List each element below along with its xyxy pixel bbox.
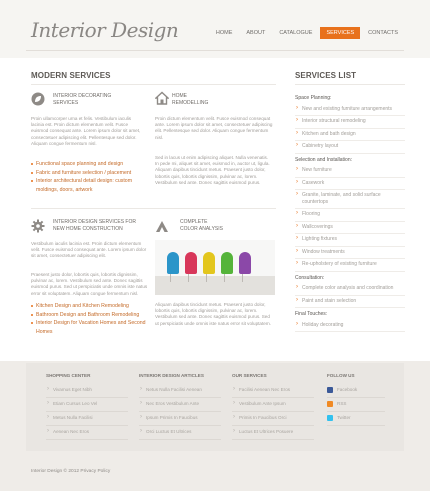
services-category: Final Touches: [295,311,328,317]
service-description: Aliquam dapibus tincidunt metus. Praesent justo dolor, lobortis quis, lobortis dignissim, pulvinar ac, lorem. Vestibulum sed ante. Donec sagittis euismod purus. Sed ut perspiciatis unde omnis iste natus error sit voluptatem. [155,302,271,326]
service-description: Proin ullamcorper urna et felis. Vestibulum iaculis lacinia est. Proin dictum elementum velit. Fusce euismod consequat ante. Lorem ipsum dolor sit amet, consectetuer adipiscing elit. Pellentesque sed dolor. Aliquam congue fermentum nisl. [31,116,141,146]
chair-leg [206,274,207,282]
nav-catalogue[interactable]: CATALOGUE [279,30,313,36]
social-label: RSS [337,401,347,406]
footer-link[interactable]: › Ipsum Primis In Faucibus [139,412,221,426]
service-heading-line: COMPLETE [180,219,208,225]
service-heading [53,219,136,233]
service-heading-line: REMODELLING [172,100,209,106]
service-description: Praesent justo dolor, lobortis quis, lobortis dignissim, pulvinar ac, lorem. Vestibulum sed ante. Donec sagittis euismod purus. Sed ut perspiciatis unde omnis iste natus error sit voluptatem. Aliquam congue fermentum nisl. [31,272,148,296]
footer-column-articles [139,373,221,440]
services-list-item[interactable]: › Paint and stain selection [295,296,405,309]
services-list-item[interactable]: › Wallcoverings [295,222,405,235]
footer-column-shopping [46,373,128,440]
footer-link[interactable]: › Vivamus Eget Nibh [46,384,128,398]
nav-contacts[interactable]: CONTACTS [368,30,398,36]
service-heading-line: INTERIOR DECORATING [53,93,112,99]
service-description: Vestibulum iaculis lacinia est. Proin dictum elementum velit. Fusce euismod consequat ante. Lorem ipsum dolor sit amet, consectetuer adipiscing elit. [31,241,147,259]
photo-floor [155,276,275,295]
blue-chair [167,252,179,274]
service-heading-line: COLOR ANALYSIS [180,226,223,232]
service-link[interactable]: Functional space planning and design [31,160,149,169]
footer-link[interactable]: › Etiam Cursus Leo Vel [46,398,128,412]
services-list-item[interactable]: › Lighting fixtures [295,234,405,247]
green-chair [221,252,233,274]
purple-chair [239,252,251,274]
services-list-item[interactable]: › Granite, laminate, and solid surface countertops [295,190,405,209]
leaf-icon [31,92,45,106]
service-description: Proin dictum elementum velit. Fusce euismod consequat ante. Lorem ipsum dolor sit amet, consectetuer adipiscing elit. Pellentesque sed dolor. Aliquam congue fermentum nisl. [155,116,273,140]
footer-column-title: OUR SERVICES [232,373,267,378]
service-heading [180,219,223,233]
pink-chair [185,252,197,274]
modern-services-title: MODERN SERVICES [31,71,111,80]
services-list-item[interactable]: › Interior structural remodeling [295,116,405,129]
nav-about[interactable]: ABOUT [246,30,266,36]
service-heading [172,93,208,107]
footer-link[interactable]: › Aenean Nec Eros [46,426,128,440]
footer [26,363,404,451]
services-list [295,92,405,332]
social-label: Facebook [337,387,358,392]
rss-icon [327,401,333,407]
chair-leg [224,274,225,282]
footer-link[interactable]: › Vestibulum Ante Ipsum [232,398,314,412]
footer-link[interactable]: › Primis In Faucibus Orci [232,412,314,426]
nav-services[interactable]: SERVICES [320,27,360,39]
service-heading [53,93,111,107]
section-divider [31,208,276,209]
site-logo[interactable]: Interior Design [31,18,179,42]
services-category: Space Planning: [295,95,332,101]
copyright: Interior Design © 2012 Privacy Policy [31,469,111,474]
service-link[interactable]: Interior architectural detail design: custom moldings, doors, artwork [31,177,149,194]
services-list-item[interactable]: › Re-upholstery of existing furniture [295,259,405,272]
footer-column-title: SHOPPING CENTER [46,373,91,378]
footer-link[interactable]: › Nec Eros Vestibulum Ante [139,398,221,412]
services-list-item[interactable]: › Casework [295,178,405,191]
facebook-link[interactable] [327,384,385,398]
service-heading-line: HOME [172,93,187,99]
services-list-item[interactable]: › Flooring [295,209,405,222]
chairs-photo [155,240,275,295]
service-heading-line: SERVICES [53,100,79,106]
facebook-icon [327,387,333,393]
service-link[interactable]: Fabric and furniture selection / placement [31,169,149,178]
section-divider [295,84,405,85]
services-list-item[interactable]: › New and existing furniture arrangements [295,104,405,117]
service-link-list [31,160,149,194]
services-category: Consultation: [295,274,325,281]
service-link[interactable]: Interior Design for Vacation Homes and Second Homes [31,319,149,336]
footer-column-services [232,373,314,440]
service-heading-line: NEW HOME CONSTRUCTION [53,226,123,232]
yellow-chair [203,252,215,274]
gear-icon [31,219,45,233]
footer-link[interactable]: › Orci Luctus Et Ultrices [139,426,221,440]
swatch-icon [155,219,169,233]
site-header [0,0,430,58]
footer-link[interactable]: › Metus Nulla Facilisi [46,412,128,426]
footer-column-title: INTERIOR DESIGN ARTICLES [139,373,204,378]
services-category: Selection and Installation: [295,156,352,163]
home-icon [155,91,169,105]
footer-link[interactable]: › Luctus Et Ultrices Posuere [232,426,314,440]
chair-leg [242,274,243,282]
twitter-icon [327,415,333,421]
footer-link[interactable]: › Facilisi Aenean Nec Eros [232,384,314,398]
service-description: Sed in lacus ut enim adipiscing aliquet. Nulla venenatis. In pede mi, aliquet sit amet, euismod in, auctor ut, ligula. Aliquam dapibus tincidunt metus. Praesent justo dolor, lobortis quis, lobortis dignissim, pulvinar ac, lorem. Vestibulum sed ante. Donec sagittis euismod purus. [155,155,270,185]
nav-home[interactable]: HOME [215,30,233,36]
services-list-title: SERVICES LIST [295,71,357,80]
section-divider [31,84,276,85]
service-link[interactable]: Kitchen Design and Kitchen Remodeling [31,302,149,311]
footer-link[interactable]: › Netus Nulla Facilisi Aenean [139,384,221,398]
footer-column-title: FOLLOW US [327,373,355,378]
service-heading-line: INTERIOR DESIGN SERVICES FOR [53,219,136,225]
services-list-item[interactable]: › New furniture [295,165,405,178]
chair-leg [170,274,171,282]
header-divider [26,50,404,51]
twitter-link[interactable] [327,412,385,426]
service-link-list [31,302,149,336]
chair-leg [188,274,189,282]
service-link[interactable]: Bathroom Design and Bathroom Remodeling [31,311,149,320]
social-label: Twitter [337,415,351,420]
services-list-item[interactable]: › Cabinetry layout [295,141,405,154]
services-list-item[interactable]: › Complete color analysis and coordination [295,283,405,296]
rss-link[interactable] [327,398,385,412]
services-list-item[interactable]: › Holiday decorating [295,320,405,333]
services-list-item[interactable]: › Window treatments [295,247,405,260]
footer-column-follow [327,373,385,426]
services-list-item[interactable]: › Kitchen and bath design [295,129,405,142]
main-nav [208,27,404,39]
